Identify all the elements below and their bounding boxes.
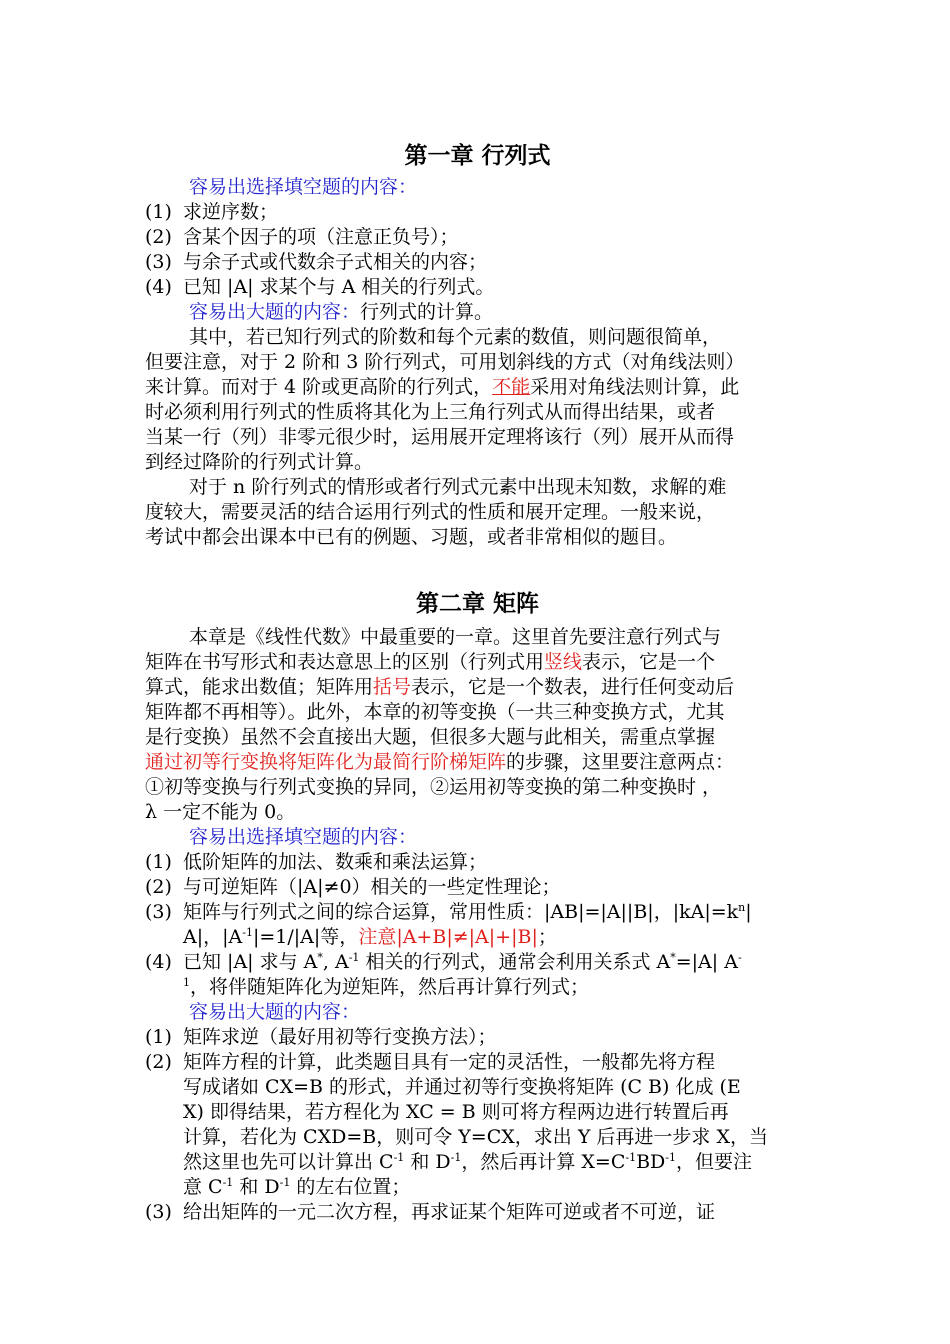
text-run: A|，|A [183, 926, 243, 948]
list-number: (2) [145, 1051, 172, 1073]
list-number: (3) [145, 1201, 172, 1223]
ch1-big-text: 行列式的计算。 [360, 301, 494, 323]
text-run: 和 D [233, 1176, 280, 1198]
text-run: 相关的行列式，通常会利用关系式 A [359, 951, 671, 973]
text-run: 已知 |A| 求与 A [183, 951, 318, 973]
list-number: (2) [145, 226, 172, 248]
list-item-continuation [183, 925, 557, 950]
emphasis-text: 注意|A+B|≠|A|+|B| [358, 926, 538, 948]
text-run: | [745, 901, 752, 923]
superscript: -1 [393, 1151, 405, 1164]
list-item: 矩阵方程的计算，此类题目具有一定的灵活性，一般都先将方程 [183, 1051, 716, 1073]
paragraph-line [145, 675, 734, 700]
text-run: 的左右位置； [290, 1176, 411, 1198]
text-run: ，但要注 [676, 1151, 753, 1173]
list-number: (4) [145, 951, 172, 973]
paragraph-line: ①初等变换与行列式变换的异同，②运用初等变换的第二种变换时 ， [145, 776, 722, 798]
ch1-big-question [189, 300, 493, 325]
superscript: * [670, 951, 676, 964]
text-run: 矩阵在书写形式和表达意思上的区别（行列式用 [145, 651, 545, 673]
list-number: (1) [145, 201, 172, 223]
paragraph-line: 当某一行（列）非零元很少时，运用展开定理将该行（列）展开从而得 [145, 426, 735, 448]
text-run: 然这里也先可以计算出 C [183, 1151, 394, 1173]
emphasis-text: 括号 [373, 676, 412, 698]
text-run: 矩阵与行列式之间的综合运算，常用性质：|AB|=|A||B|，|kA|=k [183, 901, 739, 923]
paragraph-line [145, 650, 715, 675]
list-number: (1) [145, 1026, 172, 1048]
list-item: 给出矩阵的一元二次方程，再求证某个矩阵可逆或者不可逆，证 [183, 1201, 716, 1223]
paragraph-line: 其中，若已知行列式的阶数和每个元素的数值，则问题很简单， [189, 326, 722, 348]
paragraph-line: 时必须利用行列式的性质将其化为上三角行列式从而得出结果，或者 [145, 401, 716, 423]
ch1-choice-heading: 容易出选择填空题的内容： [189, 176, 418, 198]
list-item: 与余子式或代数余子式相关的内容； [183, 251, 488, 273]
list-number: (3) [145, 251, 172, 273]
list-item-continuation [183, 1150, 752, 1175]
ch2-big-heading: 容易出大题的内容： [189, 1001, 361, 1023]
text-run: =|A| A [675, 951, 738, 973]
text-run: 表示，它是一个 [582, 651, 716, 673]
list-item: 已知 |A| 求某个与 A 相关的行列式。 [183, 276, 495, 298]
superscript: -1 [279, 1176, 291, 1189]
list-item: 求逆序数； [183, 201, 279, 223]
paragraph-line: 度较大，需要灵活的结合运用行列式的性质和展开定理。一般来说， [145, 501, 716, 523]
superscript: -1 [625, 1151, 637, 1164]
text-run: 和 D [404, 1151, 451, 1173]
list-item-continuation [183, 975, 589, 1000]
text-run: ，然后再计算 X=C [461, 1151, 626, 1173]
emphasis-text: 竖线 [544, 651, 583, 673]
text-run: |=1/|A|等， [252, 926, 359, 948]
ch2-choice-heading: 容易出选择填空题的内容： [189, 826, 418, 848]
list-number: (1) [145, 851, 172, 873]
paragraph-line: 本章是《线性代数》中最重要的一章。这里首先要注意行列式与 [189, 626, 722, 648]
text-run: , A [322, 951, 349, 973]
paragraph-line: 矩阵都不再相等）。此外，本章的初等变换（一共三种变换方式，尤其 [145, 701, 725, 723]
superscript: n [738, 901, 746, 914]
list-item-continuation [183, 1175, 410, 1200]
superscript: -1 [222, 1176, 234, 1189]
superscript: -1 [348, 951, 360, 964]
chapter-2-title: 第二章 矩阵 [415, 590, 539, 617]
list-item [183, 950, 742, 975]
text-run: ，将伴随矩阵化为逆矩阵，然后再计算行列式； [190, 976, 590, 998]
superscript: 1 [183, 976, 190, 989]
list-item: 含某个因子的项（注意正负号）； [183, 226, 459, 248]
paragraph-line: 但要注意，对于 2 阶和 3 阶行列式，可用划斜线的方式（对角线法则） [145, 351, 745, 373]
list-item: 低阶矩阵的加法、数乘和乘法运算； [183, 851, 488, 873]
list-item: 与可逆矩阵（|A|≠0）相关的一些定性理论； [183, 876, 561, 898]
text-run: 意 C [183, 1176, 223, 1198]
superscript: -1 [450, 1151, 462, 1164]
superscript: * [317, 951, 323, 964]
text-run: 算式，能求出数值；矩阵用 [145, 676, 374, 698]
paragraph-line [145, 750, 734, 775]
ch1-big-heading: 容易出大题的内容： [189, 301, 361, 323]
superscript: -1 [665, 1151, 677, 1164]
list-number: (2) [145, 876, 172, 898]
text-run: BD [636, 1151, 666, 1173]
list-item-continuation: X) 即得结果，若方程化为 XC = B 则可将方程两边进行转置后再 [183, 1101, 729, 1123]
text-run: 的步骤，这里要注意两点： [506, 751, 735, 773]
paragraph-line: λ 一定不能为 0。 [145, 801, 296, 823]
list-item: 矩阵求逆（最好用初等行变换方法）； [183, 1026, 497, 1048]
paragraph-line: 对于 n 阶行列式的情形或者行列式元素中出现未知数，求解的难 [189, 476, 727, 498]
list-item-continuation: 写成诸如 CX=B 的形式，并通过初等行变换将矩阵 (C B) 化成 (E [183, 1076, 741, 1098]
superscript: -1 [242, 926, 253, 939]
paragraph-line: 是行变换）虽然不会直接出大题，但很多大题与此相关，需重点掌握 [145, 726, 716, 748]
list-number: (4) [145, 276, 172, 298]
chapter-1-title: 第一章 行列式 [404, 142, 551, 169]
superscript: - [737, 951, 742, 964]
list-number: (3) [145, 901, 172, 923]
text-run: ； [537, 926, 557, 948]
paragraph-line: 到经过降阶的行列式计算。 [145, 451, 374, 473]
list-item-continuation: 计算，若化为 CXD=B，则可令 Y=CX，求出 Y 后再进一步求 X，当 [183, 1126, 768, 1148]
text-run: 表示，它是一个数表，进行任何变动后 [411, 676, 735, 698]
emphasis-text: 通过初等行变换将矩阵化为最简行阶梯矩阵 [145, 751, 507, 773]
text-run: 来计算。而对于 4 阶或更高阶的行列式， [145, 376, 493, 398]
emphasis-text: 不能 [492, 376, 531, 398]
paragraph-line [145, 375, 739, 400]
paragraph-line: 考试中都会出课本中已有的例题、习题，或者非常相似的题目。 [145, 526, 678, 548]
text-run: 采用对角线法则计算，此 [530, 376, 740, 398]
list-item [183, 900, 752, 925]
